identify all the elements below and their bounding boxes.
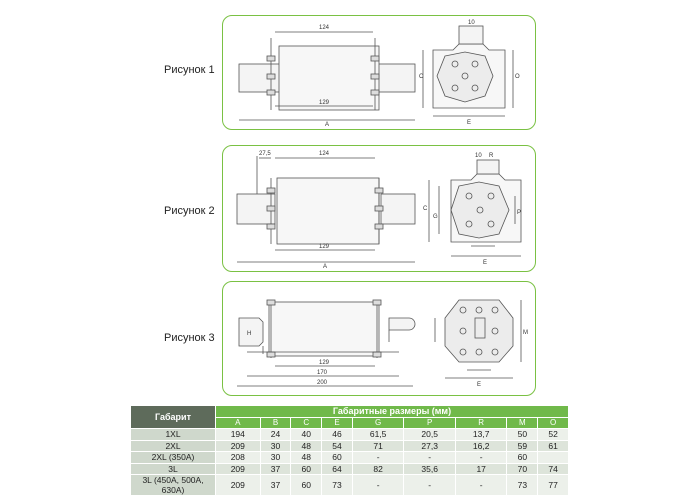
fig1-dim-top: 124 bbox=[319, 25, 330, 31]
fig2-dim-bottom: 129 bbox=[319, 244, 330, 250]
value-cell: 40 bbox=[291, 429, 322, 441]
figure-1-label: Рисунок 1 bbox=[164, 64, 215, 76]
size-cell: 2XL bbox=[131, 440, 216, 452]
table-body bbox=[131, 429, 569, 496]
value-cell: 13,7 bbox=[455, 429, 507, 441]
column-header-c: C bbox=[291, 417, 322, 429]
value-cell: 37 bbox=[260, 463, 291, 475]
column-header-m: M bbox=[507, 417, 538, 429]
fig2-dim-tab-b: R bbox=[489, 153, 494, 159]
fig1-dim-c: C bbox=[419, 74, 424, 80]
value-cell: 209 bbox=[216, 463, 261, 475]
value-cell: 60 bbox=[291, 463, 322, 475]
column-header-p: P bbox=[404, 417, 456, 429]
fig2-dim-total: A bbox=[323, 264, 328, 270]
value-cell: - bbox=[455, 475, 507, 496]
value-cell: 77 bbox=[538, 475, 569, 496]
column-header-r: R bbox=[455, 417, 507, 429]
fig2-dim-offset: 27,5 bbox=[259, 151, 271, 157]
fig2-dim-tab-a: 10 bbox=[475, 153, 482, 159]
column-header-b: B bbox=[260, 417, 291, 429]
value-cell: 82 bbox=[352, 463, 404, 475]
figure-1-svg bbox=[223, 16, 535, 129]
value-cell: 71 bbox=[352, 440, 404, 452]
dimensions-table bbox=[130, 405, 569, 496]
value-cell: 70 bbox=[507, 463, 538, 475]
size-cell: 1XL bbox=[131, 429, 216, 441]
size-header: Габарит bbox=[131, 406, 216, 429]
fig3-dim-r2: 170 bbox=[317, 370, 328, 376]
fig1-dim-bottom: 129 bbox=[319, 100, 330, 106]
fig3-dim-e: E bbox=[477, 382, 482, 388]
figure-2-drawing bbox=[222, 145, 536, 272]
value-cell: 50 bbox=[507, 429, 538, 441]
fig2-dim-g: G bbox=[433, 214, 438, 220]
value-cell: 46 bbox=[322, 429, 353, 441]
value-cell: - bbox=[404, 475, 456, 496]
value-cell: 208 bbox=[216, 452, 261, 464]
value-cell: 52 bbox=[538, 429, 569, 441]
value-cell: 64 bbox=[322, 463, 353, 475]
fig3-dim-r3: 200 bbox=[317, 380, 328, 386]
fig3-dim-r1: 129 bbox=[319, 360, 330, 366]
fig3-dim-m: M bbox=[523, 330, 528, 336]
figure-3-drawing bbox=[222, 281, 536, 396]
value-cell: 48 bbox=[291, 440, 322, 452]
value-cell: 30 bbox=[260, 440, 291, 452]
figure-3-svg bbox=[223, 282, 535, 395]
value-cell: 60 bbox=[291, 475, 322, 496]
value-cell: 48 bbox=[291, 452, 322, 464]
value-cell: 37 bbox=[260, 475, 291, 496]
size-cell: 3L (450A, 500A, 630A) bbox=[131, 475, 216, 496]
value-cell: 209 bbox=[216, 440, 261, 452]
fig1-dim-e: E bbox=[467, 120, 472, 126]
column-header-e: E bbox=[322, 417, 353, 429]
figure-2-svg bbox=[223, 146, 535, 271]
fig2-dim-e: E bbox=[483, 260, 488, 266]
table-row bbox=[131, 475, 569, 496]
value-cell: 61,5 bbox=[352, 429, 404, 441]
value-cell: 16,2 bbox=[455, 440, 507, 452]
value-cell: 24 bbox=[260, 429, 291, 441]
fig2-dim-p: P bbox=[517, 210, 522, 216]
column-header-o: O bbox=[538, 417, 569, 429]
table-row bbox=[131, 463, 569, 475]
fig1-dim-tab: 10 bbox=[468, 20, 475, 26]
figure-1-drawing bbox=[222, 15, 536, 130]
value-cell: 17 bbox=[455, 463, 507, 475]
table-row bbox=[131, 429, 569, 441]
value-cell: 20,5 bbox=[404, 429, 456, 441]
value-cell: 59 bbox=[507, 440, 538, 452]
value-cell: 54 bbox=[322, 440, 353, 452]
table-row bbox=[131, 452, 569, 464]
size-cell: 3L bbox=[131, 463, 216, 475]
fig2-dim-c: C bbox=[423, 206, 428, 212]
figure-3-label: Рисунок 3 bbox=[164, 332, 215, 344]
value-cell: 209 bbox=[216, 475, 261, 496]
figure-2-label: Рисунок 2 bbox=[164, 205, 215, 217]
size-cell: 2XL (350A) bbox=[131, 452, 216, 464]
value-cell: 35,6 bbox=[404, 463, 456, 475]
column-header-g: G bbox=[352, 417, 404, 429]
value-cell: - bbox=[404, 452, 456, 464]
value-cell: 73 bbox=[507, 475, 538, 496]
value-cell: 30 bbox=[260, 452, 291, 464]
value-cell: 73 bbox=[322, 475, 353, 496]
value-cell: 27,3 bbox=[404, 440, 456, 452]
column-header-a: A bbox=[216, 417, 261, 429]
fig1-dim-total: A bbox=[325, 122, 330, 128]
value-cell: 60 bbox=[322, 452, 353, 464]
value-cell: 61 bbox=[538, 440, 569, 452]
fig1-dim-o: O bbox=[515, 74, 520, 80]
table-row bbox=[131, 440, 569, 452]
value-cell: 194 bbox=[216, 429, 261, 441]
dimensions-group-header: Габаритные размеры (мм) bbox=[216, 406, 569, 418]
fig2-dim-top: 124 bbox=[319, 151, 330, 157]
value-cell: - bbox=[352, 475, 404, 496]
value-cell: - bbox=[455, 452, 507, 464]
value-cell: 60 bbox=[507, 452, 538, 464]
value-cell: 74 bbox=[538, 463, 569, 475]
fig3-dim-h: H bbox=[247, 331, 252, 337]
value-cell: - bbox=[352, 452, 404, 464]
value-cell bbox=[538, 452, 569, 464]
